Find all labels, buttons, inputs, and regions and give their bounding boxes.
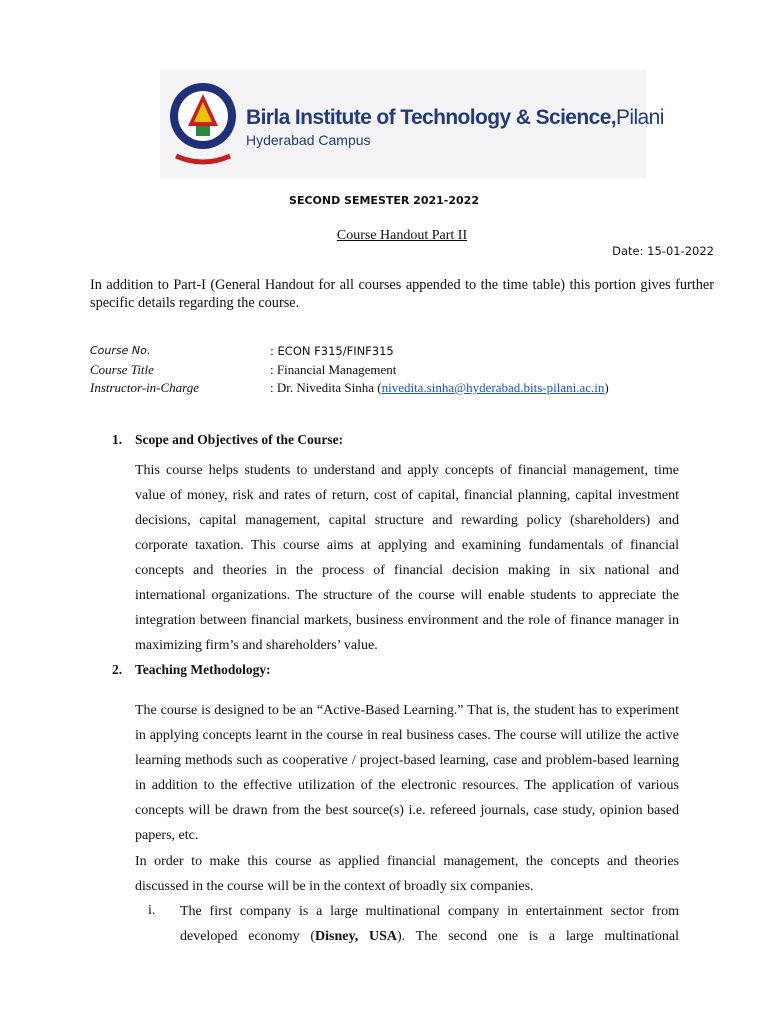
section-1-heading: 1. Scope and Objectives of the Course:: [112, 432, 344, 447]
institute-header-banner: [160, 70, 664, 178]
section-2-body-1: The course is designed to be an “Active-Based Learning.” That is, the student has to experiment in applying concepts learnt in the course in real business cases. The course will utilize the active learning methods such as cooperative / project-based learning, case and problem-based learning in addition to the effective utilization of the electronic resources. The application of various concepts will be drawn from the best source(s) i.e. refereed journals, case study, opinion based papers, etc.: [135, 703, 679, 843]
institute-name: Birla Institute of Technology & Science,Pilani: [246, 106, 664, 129]
bits-seal-logo: [166, 76, 240, 172]
intro-paragraph: In addition to Part-I (General Handout for all courses appended to the time table) this portion gives further specific details regarding the course.: [90, 277, 714, 311]
section-2-body-2: In order to make this course as applied financial management, the concepts and theories discussed in the course will be in the context of broadly six companies.: [135, 854, 679, 894]
handout-title: Course Handout Part II: [336, 228, 468, 243]
course-number-value: : ECON F315/FINF315: [270, 344, 394, 358]
course-title-value: : Financial Management: [270, 362, 397, 377]
list-marker: i.: [148, 903, 156, 918]
course-title-label: Course Title: [90, 362, 154, 377]
campus-name: Hyderabad Campus: [246, 132, 371, 148]
instructor-value: : Dr. Nivedita Sinha (nivedita.sinha@hyderabad.bits-pilani.ac.in): [270, 380, 609, 395]
instructor-email-link[interactable]: nivedita.sinha@hyderabad.bits-pilani.ac.in: [381, 380, 605, 395]
course-number-label: Course No.: [90, 344, 151, 357]
semester-heading: SECOND SEMESTER 2021-2022: [289, 194, 479, 207]
section-2-heading: 2. Teaching Methodology:: [112, 662, 271, 677]
handout-date: Date: 15-01-2022: [612, 244, 714, 258]
list-item-1: The first company is a large multinational company in entertainment sector from developed economy (Disney, USA). The second one is a large multinational: [180, 904, 679, 944]
section-1-body: This course helps students to understand and apply concepts of financial management, time value of money, risk and rates of return, cost of capital, financial planning, capital investment decisions, capital management, capital structure and rewarding policy (shareholders) and corporate taxation. This course aims at applying and examining fundamentals of financial concepts and theories in the process of financial decision making in six national and international organizations. The structure of the course will enable students to appreciate the integration between financial markets, business environment and the role of finance manager in maximizing firm’s and shareholders’ value.: [135, 463, 679, 653]
instructor-label: Instructor-in-Charge: [90, 380, 200, 395]
